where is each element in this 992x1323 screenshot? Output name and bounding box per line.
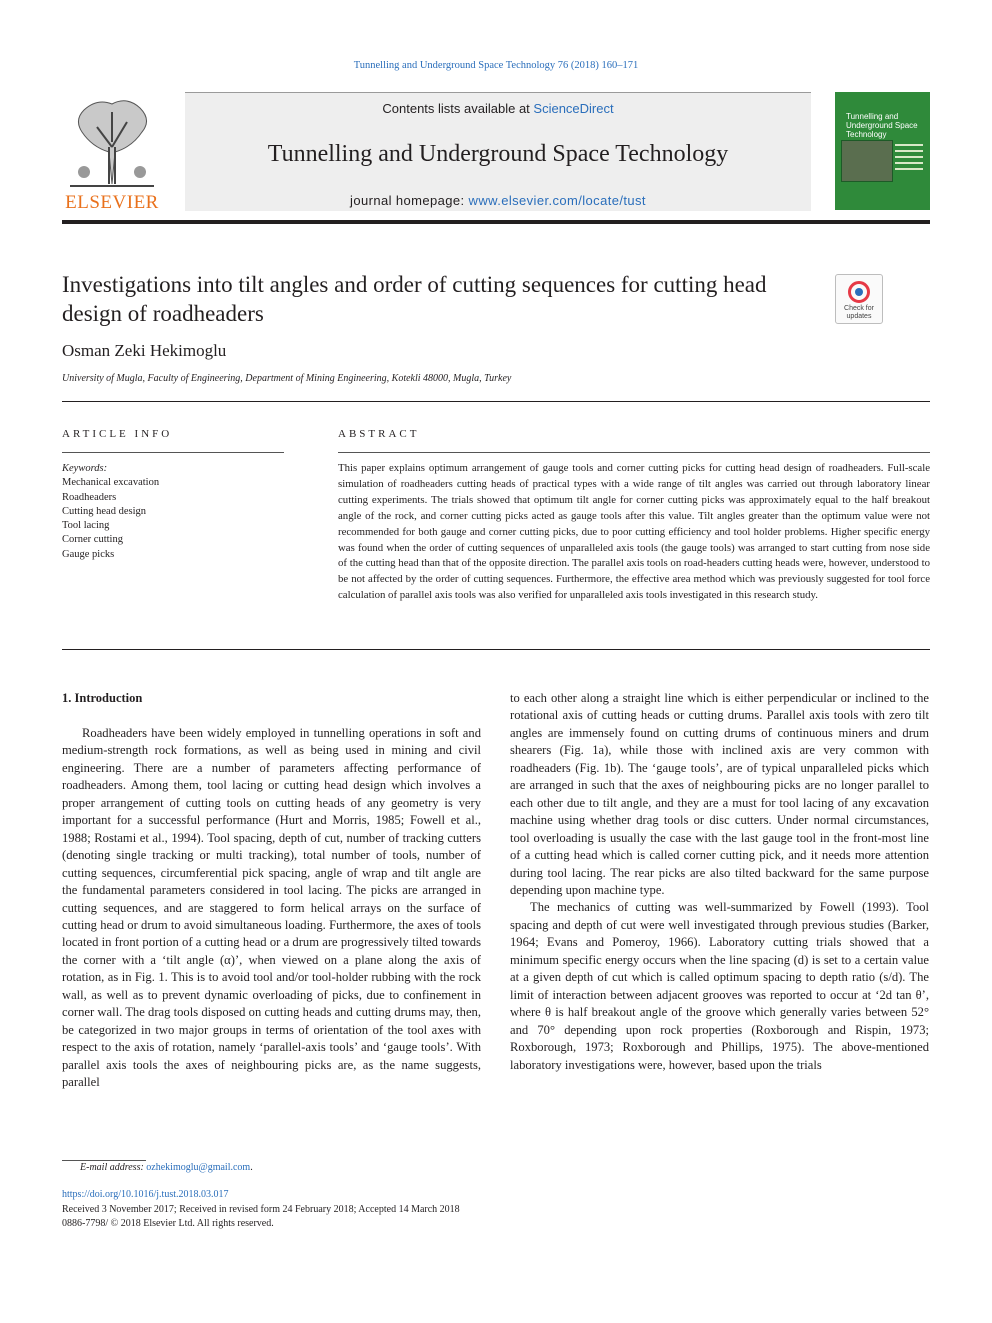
elsevier-logo[interactable] [62, 92, 162, 213]
intro-paragraph-2: The mechanics of cutting was well-summarized by Fowell (1993). Tool spacing and depth of cut were well investigated through previous studies (Barker, 1964; Evans and Pomeroy, 1966). Laboratory cutting trials showed that a minimum specific energy occurs when the line spacing (d) is set to a certain value at a given depth of cut which is called optimum spacing to depth ratio (s/d). The limit of interaction between adjacent grooves was reported to occur at ‘2d tan θ’, where θ is half breakout angle of the groove which generally varies between 52° and 70° depending upon rock properties (Roxborough and Rispin, 1973; Roxborough, 1973; Roxborough and Phillips, 1975). The above-mentioned laboratory investigations were, however, based upon the trials [510, 900, 929, 1072]
keyword-item: Mechanical excavation [62, 477, 160, 489]
keyword-item: Cutting head design [62, 505, 146, 517]
title-line-2: design of roadheaders [62, 301, 264, 326]
section-heading-introduction: 1. Introduction [62, 691, 143, 705]
doi-link[interactable]: https://doi.org/10.1016/j.tust.2018.03.017 [62, 1189, 229, 1200]
keyword-item: Corner cutting [62, 534, 123, 546]
paper-title [62, 270, 822, 328]
keywords-label: Keywords: [62, 463, 108, 474]
article-info-heading: ARTICLE INFO [62, 428, 173, 440]
crossmark-label-line-1: Check for [844, 305, 874, 312]
crossmark-label [836, 305, 882, 321]
journal-cover[interactable] [835, 92, 930, 210]
homepage-line [185, 193, 811, 208]
cover-image [841, 140, 893, 182]
cover-text-lines [895, 144, 923, 174]
author-email-footnote [80, 1162, 253, 1173]
author-affiliation: University of Mugla, Faculty of Engineering, Department of Mining Engineering, Kotekli 48000, Mugla, Turkey [62, 373, 512, 384]
keyword-item: Tool lacing [62, 520, 110, 532]
crossmark-label-line-2: updates [846, 313, 872, 320]
keywords-block [62, 462, 159, 562]
abstract-bottom-rule [62, 649, 930, 650]
author-name: Osman Zeki Hekimoglu [62, 341, 227, 360]
header-rule [62, 220, 930, 224]
crossmark-icon [848, 281, 870, 303]
body-column-right [510, 690, 929, 1074]
journal-header [185, 92, 811, 211]
cover-title: Tunnelling and Underground Space Technology [846, 112, 918, 139]
email-label: E-mail address: [80, 1162, 147, 1173]
received-dates: Received 3 November 2017; Received in revised form 24 February 2018; Accepted 14 March 2018 [62, 1203, 460, 1215]
abstract-heading: ABSTRACT [338, 428, 420, 440]
affiliation-rule [62, 401, 930, 402]
homepage-prefix: journal homepage: [350, 193, 469, 208]
article-metadata [62, 1188, 460, 1232]
journal-citation[interactable]: Tunnelling and Underground Space Technology 76 (2018) 160–171 [353, 60, 639, 71]
email-suffix: . [250, 1162, 253, 1173]
article-info-rule [62, 452, 284, 453]
copyright-notice: 0886-7798/ © 2018 Elsevier Ltd. All rights reserved. [62, 1218, 274, 1229]
title-line-1: Investigations into tilt angles and order of cutting sequences for cutting head [62, 272, 767, 297]
footnote-rule [62, 1160, 146, 1161]
check-for-updates-button[interactable] [835, 274, 883, 324]
publisher-name: ELSEVIER [65, 192, 159, 213]
abstract-rule [338, 452, 930, 453]
email-link[interactable]: ozhekimoglu@gmail.com [146, 1162, 251, 1173]
intro-paragraph-1-continued: to each other along a straight line which is either perpendicular or inclined to the rotational axis of cutting heads or cutting drums. Parallel axis tools with zero tilt angles are immensely found on cutting drums of continuous miners and drum shearers (Fig. 1a), while those with inclined axis are very common with roadheaders (Fig. 1b). The ‘gauge tools’, are of typical unparalleled picks which are arranged in such that the axes of neighbouring picks are no longer parallel to each other due to tilt angle, and they are a must for tool lacing of any excavation machine using whether drag tools or disc cutters. Under normal circumstances, tool overloading is usually the case with the last gauge tool in the front-most line of a cutting head which is called corner cutting pick, and it needs more attention during tool lacing. The rear picks are also tilted backward for the same purpose depending upon machine type. [510, 691, 929, 897]
elsevier-tree-icon [62, 92, 162, 190]
contents-line [185, 101, 811, 116]
contents-prefix: Contents lists available at [382, 101, 534, 116]
keyword-item: Gauge picks [62, 548, 115, 560]
homepage-link[interactable]: www.elsevier.com/locate/tust [468, 193, 646, 208]
intro-paragraph-1: Roadheaders have been widely employed in tunnelling operations in soft and medium-strength rock formations, as well as being used in mining and civil engineering. There are a number of parameters affecting performance of roadheaders. Among them, tool lacing or cutting head design which involves a proper arrangement of cutting tools on cutting heads of any geometry is very important for a successful performance (Hurt and Morris, 1985; Fowell et al., 1988; Rostami et al., 1994). Tool spacing, depth of cut, number of tracking cutters (denoting single tracking or multi tracking), total number of tools, number of cutting sequences, circumferential pick spacing, angle of wrap and tilt angle are the fundamental parameters considered in tool lacing. The picks are arranged in cutting sequences, and are staggered to form helical arrays on the surface of cutting head or drum to avoid simultaneous loading. Furthermore, the axes of tools located in front portion of a cutting head or a drum are progressively tilted towards the corner with a ‘tilt angle (α)’, when viewed on a plane along the axis of rotation, as in Fig. 1. This is to avoid tool and/or tool-holder rubbing with the rock wall, as well as to prevent dynamic overloading of picks, due to confinement in corner wall. The drag tools disposed on cutting heads and cutting drums may, then, be categorized in two major groups in terms of orientation of the tool axes with respect to the axis of rotation, namely ‘parallel-axis tools’ and ‘gauge tools’. With parallel axis tools the axes of neighbouring picks are, as the name suggests, parallel [62, 726, 481, 1090]
sciencedirect-link[interactable]: ScienceDirect [533, 101, 614, 116]
keyword-item: Roadheaders [62, 491, 117, 503]
journal-title: Tunnelling and Underground Space Technology [267, 141, 729, 167]
body-column-left [62, 725, 481, 1092]
abstract-text: This paper explains optimum arrangement of gauge tools and corner cutting picks for cutting head design of roadheaders. Full-scale simulation of roadheaders cutting heads of practical types with a wide range of tilt angles was carried out through laboratory linear cutting experiments. The trials showed that optimum tilt angle for corner cutting picks was approximately equal to the half breakout angle of the rock, and corner cutting picks acted as gauge tools after this value. Tilt angles greater than the optimum value were not recommended for both gauge and corner cutting picks, due to poor cutting efficiency and tool holder problems. Higher specific energy was found when the order of cutting sequences of unparalleled axis tools (the gauge tools) was arranged to start cutting from nose side of the cutting head than that of the opposite direction. The parallel axis tools on road-headers cutting heads were, however, understood to be not affected by the order of cutting sequences. Furthermore, the effective area method which was previously suggested for tool force calculation of parallel axis tools was also verified for unparalleled axis tools investigated in this research study. [338, 462, 930, 602]
